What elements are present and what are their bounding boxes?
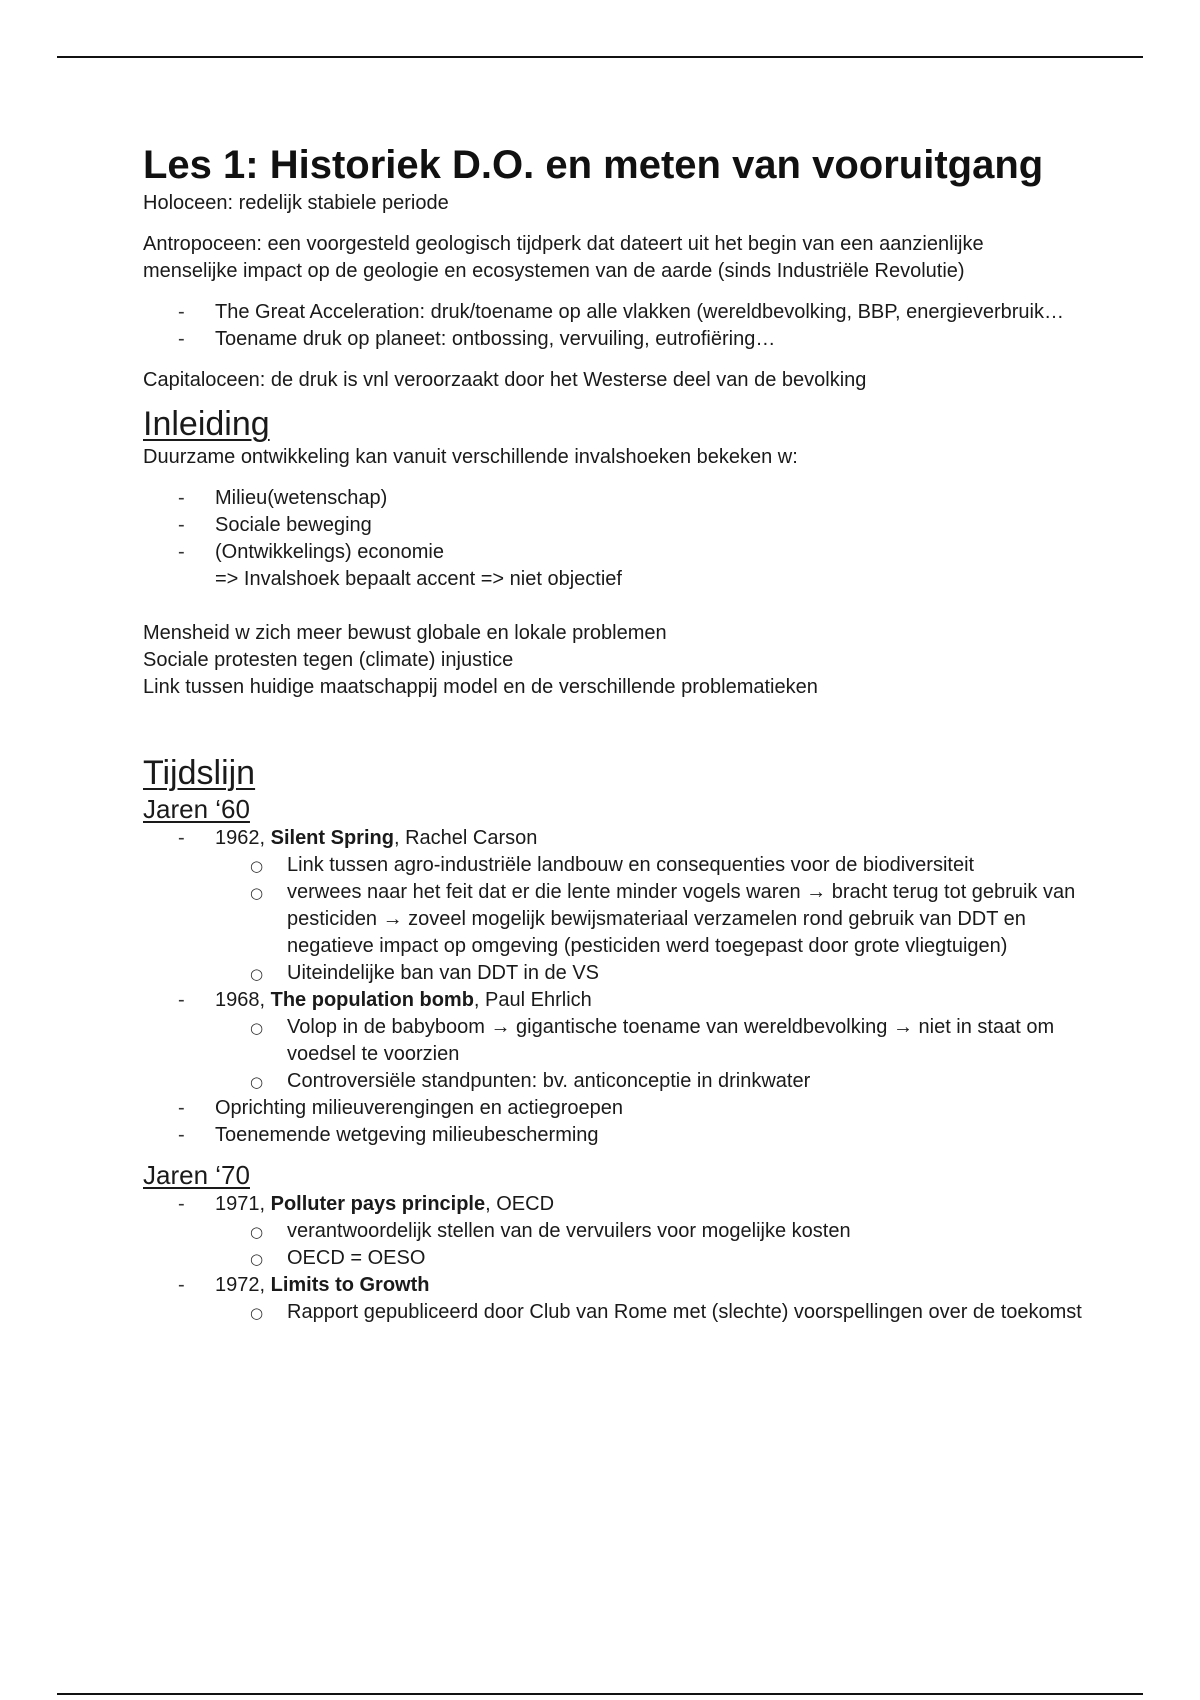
inleiding-line: Sociale protesten tegen (climate) injustice <box>143 649 514 671</box>
list-item: - Toename druk op planeet: ontbossing, vervuiling, eutrofiëring… <box>143 326 1083 353</box>
subheading-jaren-60: Jaren ‘60 <box>143 794 250 824</box>
list-item: - Sociale beweging <box>143 512 1083 539</box>
inleiding-text: Duurzame ontwikkeling kan vanuit verschillende invalshoeken bekeken w: <box>143 446 798 468</box>
timeline-entry: - 1968, The population bomb, Paul Ehrlich ○ Volop in de babyboom → gigantische toename van wereldbevolking → niet in staat om voedsel te voorzien ○ Controversiële standpunten: bv. anticonceptie in drinkwater <box>143 987 1083 1095</box>
top-rule <box>57 56 1143 58</box>
section-heading-inleiding: Inleiding <box>143 405 270 443</box>
document-body <box>143 140 1083 1326</box>
list-item: - The Great Acceleration: druk/toename op alle vlakken (wereldbevolking, BBP, energieverbruik… <box>143 299 1083 326</box>
jaren-70-list <box>143 1191 1083 1326</box>
sub-item: ○ Rapport gepubliceerd door Club van Rome met (slechte) voorspellingen over de toekomst <box>215 1299 1083 1326</box>
timeline-entry: - 1962, Silent Spring, Rachel Carson ○ Link tussen agro-industriële landbouw en consequenties voor de biodiversiteit ○ verwees naar het feit dat er die lente minder vogels waren → bracht terug tot gebruik van pesticiden → zoveel mogelijk bewijsmateriaal verzamelen rond gebruik van DDT en negatieve impact op omgeving (pesticiden werd toegepast door grote vliegtuigen) ○ Uiteindelijke ban van DDT in de VS <box>143 825 1083 987</box>
invalshoek-conclusion: => Invalshoek bepaalt accent => niet objectief <box>215 568 622 590</box>
capitaloceen-text: Capitaloceen: de druk is vnl veroorzaakt door het Westerse deel van de bevolking <box>143 369 867 391</box>
jaren-60-list <box>143 825 1083 1149</box>
sub-item: ○ Link tussen agro-industriële landbouw en consequenties voor de biodiversiteit <box>215 852 1083 879</box>
timeline-entry: - Toenemende wetgeving milieubescherming <box>143 1122 1083 1149</box>
entry-title: Silent Spring <box>270 827 394 849</box>
invalshoeken-list <box>143 485 1083 566</box>
list-item: - Milieu(wetenschap) <box>143 485 1083 512</box>
list-item: - (Ontwikkelings) economie <box>143 539 1083 566</box>
section-heading-tijdslijn: Tijdslijn <box>143 754 256 792</box>
timeline-entry: - Oprichting milieuverengingen en actiegroepen <box>143 1095 1083 1122</box>
sub-item: ○ Uiteindelijke ban van DDT in de VS <box>215 960 1083 987</box>
sub-list <box>215 1218 1083 1272</box>
sub-list <box>215 1014 1083 1095</box>
entry-title: The population bomb <box>270 989 474 1011</box>
antropoceen-text: Antropoceen: een voorgesteld geologisch tijdperk dat dateert uit het begin van een aanzienlijke menselijke impact op de geologie en ecosystemen van de aarde (sinds Industriële Revolutie) <box>143 233 984 282</box>
entry-title: Polluter pays principle <box>270 1193 486 1215</box>
entry-title: Limits to Growth <box>270 1274 430 1296</box>
sub-list <box>215 852 1083 987</box>
sub-list <box>215 1299 1083 1326</box>
inleiding-line: Mensheid w zich meer bewust globale en lokale problemen <box>143 622 667 644</box>
sub-item: ○ verwees naar het feit dat er die lente minder vogels waren → bracht terug tot gebruik van pesticiden → zoveel mogelijk bewijsmateriaal verzamelen rond gebruik van DDT en negatieve impact op omgeving (pesticiden werd toegepast door grote vliegtuigen) <box>215 879 1083 960</box>
timeline-entry: - 1971, Polluter pays principle, OECD ○ verantwoordelijk stellen van de vervuilers voor mogelijke kosten ○ OECD = OESO <box>143 1191 1083 1272</box>
sub-item: ○ verantwoordelijk stellen van de vervuilers voor mogelijke kosten <box>215 1218 1083 1245</box>
inleiding-line: Link tussen huidige maatschappij model en de verschillende problematieken <box>143 676 818 698</box>
timeline-entry: - 1972, Limits to Growth ○ Rapport gepubliceerd door Club van Rome met (slechte) voorspellingen over de toekomst <box>143 1272 1083 1326</box>
bottom-rule <box>57 1693 1143 1695</box>
sub-item: ○ Volop in de babyboom → gigantische toename van wereldbevolking → niet in staat om voedsel te voorzien <box>215 1014 1083 1068</box>
antropoceen-list <box>143 299 1083 353</box>
holoceen-text: Holoceen: redelijk stabiele periode <box>143 192 449 214</box>
subheading-jaren-70: Jaren ‘70 <box>143 1160 250 1190</box>
sub-item: ○ Controversiële standpunten: bv. anticonceptie in drinkwater <box>215 1068 1083 1095</box>
sub-item: ○ OECD = OESO <box>215 1245 1083 1272</box>
page-title: Les 1: Historiek D.O. en meten van vooruitgang <box>143 143 1044 187</box>
